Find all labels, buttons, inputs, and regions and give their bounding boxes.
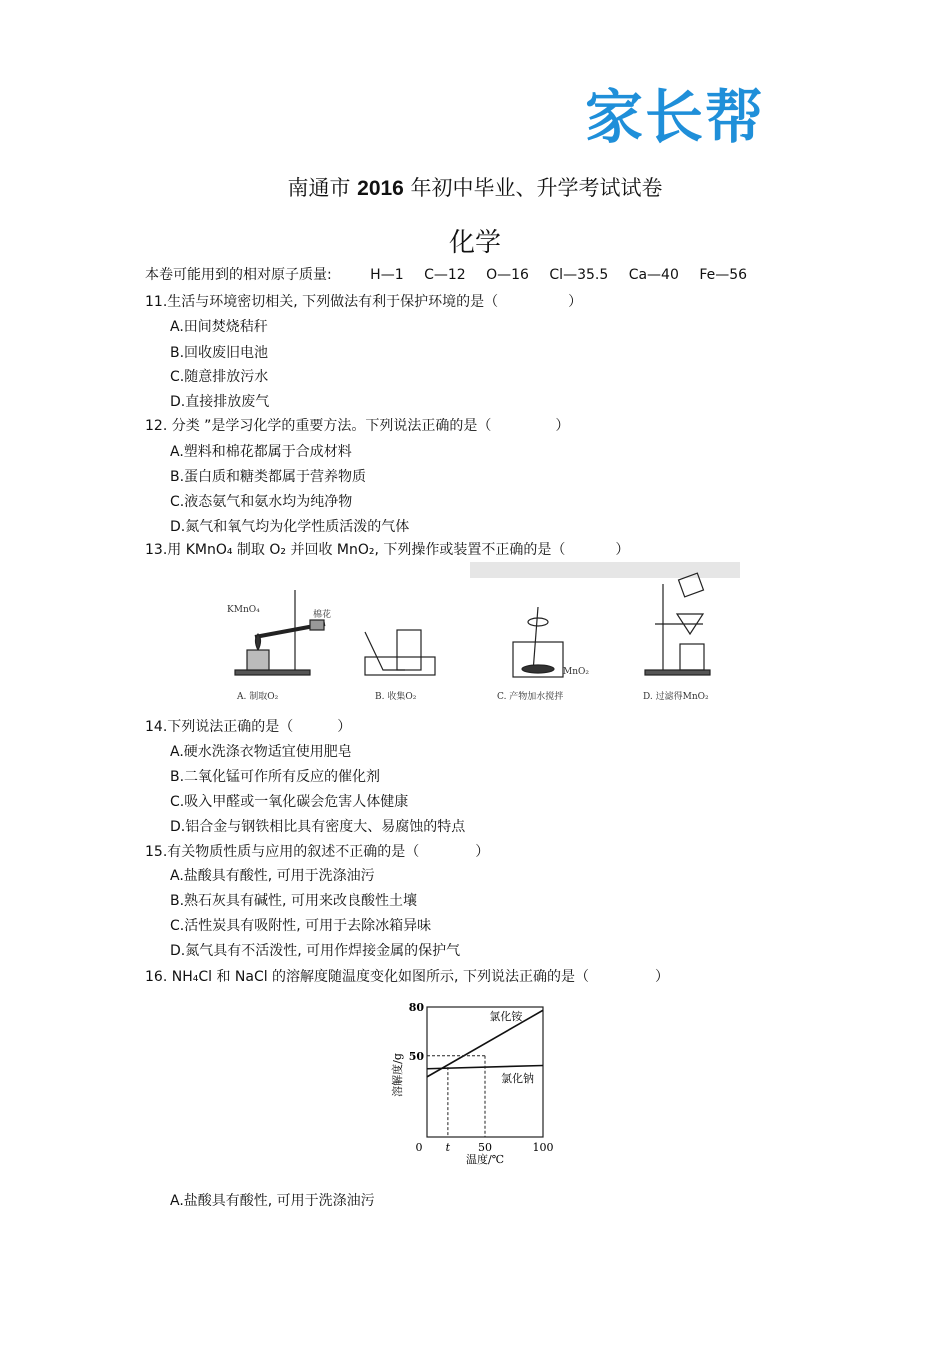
solubility-chart	[385, 995, 565, 1170]
mass-o: O—16	[486, 267, 529, 283]
mass-h: H—1	[370, 267, 404, 283]
mass-fe: Fe—56	[699, 267, 748, 283]
mass-c: C—12	[424, 267, 466, 283]
caption-b: B. 收集O₂	[375, 692, 417, 702]
exam-title	[0, 172, 950, 202]
option-b: B.二氧化锰可作所有反应的催化剂	[170, 769, 381, 785]
x-tick-label-0: 0	[415, 1141, 423, 1154]
option-d: D.铝合金与钢铁相比具有密度大、易腐蚀的特点	[170, 819, 466, 835]
atomic-masses	[145, 264, 763, 284]
option-c: C.随意排放污水	[170, 369, 269, 385]
apparatus-a	[235, 590, 325, 675]
mass-cl: Cl—35.5	[549, 267, 609, 283]
option-d: D.直接排放废气	[170, 394, 270, 410]
option-c: C.液态氨气和氨水均为纯净物	[170, 494, 353, 510]
label-cotton: 棉花	[313, 610, 332, 620]
question-11: 11.生活与环境密切相关, 下列做法有利于保护环境的是（ ）	[145, 294, 583, 310]
question-stem: 13.用 KMnO₄ 制取 O₂ 并回收 MnO₂, 下列操作或装置不正确的是（	[145, 542, 566, 558]
label-mno2: MnO₂	[563, 667, 589, 677]
option-a: A.塑料和棉花都属于合成材料	[170, 444, 352, 460]
title-year: 2016	[357, 177, 404, 200]
x-tick-label-1: t	[445, 1141, 451, 1154]
y-axis-label: 溶解度/g	[391, 1053, 404, 1097]
question-stem: 14.下列说法正确的是（	[145, 719, 294, 735]
caption-d: D. 过滤得MnO₂	[643, 692, 709, 702]
mass-ca: Ca—40	[628, 267, 679, 283]
option-b: B.蛋白质和糖类都属于营养物质	[170, 469, 367, 485]
subject-title: 化学	[448, 228, 501, 258]
masses-label: 本卷可能用到的相对原子质量:	[145, 267, 332, 283]
x-tick-label-3: 100	[532, 1141, 554, 1154]
question-stem: 12. 分类 ”是学习化学的重要方法。下列说法正确的是（	[145, 418, 492, 434]
label-kmno4: KMnO₄	[227, 605, 260, 615]
option-d: D.氮气和氧气均为化学性质活泼的气体	[170, 519, 410, 535]
question-12: 12. 分类 ”是学习化学的重要方法。下列说法正确的是（ ）	[145, 418, 570, 434]
question-stem: 16. NH₄Cl 和 NaCl 的溶解度随温度变化如图所示, 下列说法正确的是（	[145, 969, 589, 985]
option-a: A.硬水洗涤衣物适宜使用肥皂	[170, 744, 352, 760]
title-city: 南通市	[287, 176, 351, 200]
series-label-0: 氯化铵	[489, 1010, 523, 1023]
question-16: 16. NH₄Cl 和 NaCl 的溶解度随温度变化如图所示, 下列说法正确的是（ ）	[145, 969, 669, 985]
option-a: A.田间焚烧秸秆	[170, 319, 268, 335]
question-14: 14.下列说法正确的是（ ）	[145, 719, 352, 735]
question-15: 15.有关物质性质与应用的叙述不正确的是（ ）	[145, 844, 490, 860]
apparatus-b	[365, 630, 435, 675]
option-d: D.氮气具有不活泼性, 可用作焊接金属的保护气	[170, 943, 461, 959]
q16-option-a: A.盐酸具有酸性, 可用于洗涤油污	[170, 1193, 375, 1209]
caption-a: A. 制取O₂	[237, 692, 279, 702]
apparatus-d	[645, 573, 710, 675]
option-c: C.吸入甲醛或一氧化碳会危害人体健康	[170, 794, 409, 810]
question-stem: 15.有关物质性质与应用的叙述不正确的是（	[145, 844, 420, 860]
option-c: C.活性炭具有吸附性, 可用于去除冰箱异味	[170, 918, 432, 934]
scan-strip	[470, 562, 740, 578]
option-a: A.盐酸具有酸性, 可用于洗涤油污	[170, 868, 375, 884]
series-label-1: 氯化钠	[500, 1071, 534, 1085]
x-tick-label-2: 50	[478, 1141, 492, 1154]
apparatus-figure	[215, 562, 740, 707]
y-tick-label-0: 50	[408, 1049, 424, 1063]
question-13: 13.用 KMnO₄ 制取 O₂ 并回收 MnO₂, 下列操作或装置不正确的是（ ）	[145, 542, 630, 558]
apparatus-c	[513, 607, 563, 677]
title-rest: 年初中毕业、升学考试试卷	[410, 176, 663, 200]
question-stem: 11.生活与环境密切相关, 下列做法有利于保护环境的是（	[145, 294, 499, 310]
y-tick-label-1: 80	[408, 1001, 424, 1014]
option-b: B.回收废旧电池	[170, 345, 269, 361]
option-b: B.熟石灰具有碱性, 可用来改良酸性土壤	[170, 893, 417, 909]
caption-c: C. 产物加水搅拌	[497, 692, 564, 702]
x-axis-label: 温度/℃	[465, 1153, 505, 1166]
logo: 家长帮	[585, 83, 766, 151]
